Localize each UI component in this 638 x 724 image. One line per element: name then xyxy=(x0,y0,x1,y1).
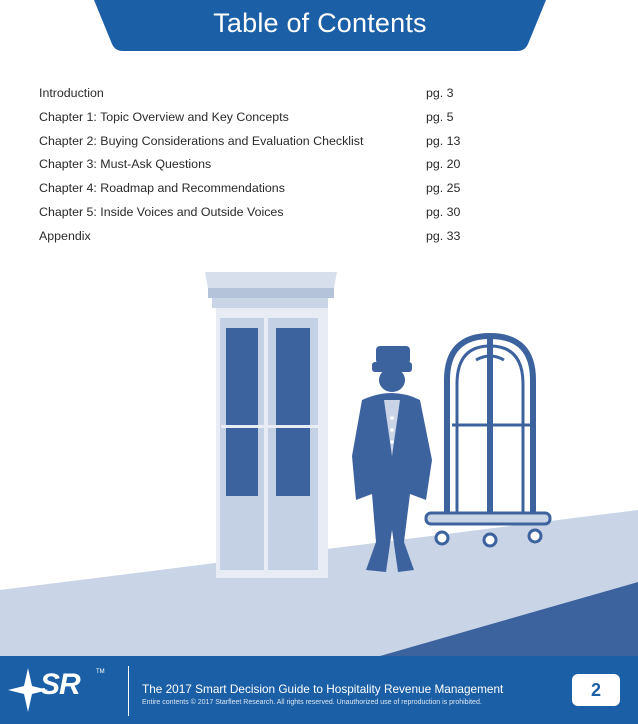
page-number-badge: 2 xyxy=(572,674,620,706)
toc-entry-label: Chapter 2: Buying Considerations and Evaluation Checklist xyxy=(39,133,364,148)
toc-entry[interactable] xyxy=(39,86,479,110)
luggage-cart-illustration xyxy=(426,336,550,546)
footer-guide-title: The 2017 Smart Decision Guide to Hospitality Revenue Management xyxy=(142,682,504,696)
toc-entry-label: Chapter 3: Must-Ask Questions xyxy=(39,157,212,172)
toc-entry-label: Chapter 5: Inside Voices and Outside Voices xyxy=(39,204,284,219)
toc-entry-page: pg. 13 xyxy=(426,133,461,148)
footer xyxy=(0,656,638,724)
toc-entry[interactable] xyxy=(39,205,479,229)
toc-entry-label: Chapter 1: Topic Overview and Key Concepts xyxy=(39,109,289,124)
toc-entry-label: Appendix xyxy=(39,228,91,243)
toc-entry-page: pg. 25 xyxy=(426,181,461,196)
toc-entry[interactable] xyxy=(39,229,479,253)
footer-divider xyxy=(128,666,129,716)
toc-entry[interactable] xyxy=(39,134,479,158)
toc-entry[interactable] xyxy=(39,157,479,181)
table-of-contents xyxy=(39,86,479,253)
toc-entry[interactable] xyxy=(39,181,479,205)
logo-wordmark: SR xyxy=(40,668,80,701)
toc-entry-page: pg. 3 xyxy=(426,86,454,100)
toc-entry-label: Introduction xyxy=(39,86,104,100)
page-title: Table of Contents xyxy=(213,8,427,38)
toc-entry[interactable] xyxy=(39,110,479,134)
toc-entry-page: pg. 30 xyxy=(426,204,461,219)
hotel-illustration xyxy=(0,260,638,656)
toc-entry-page: pg. 5 xyxy=(426,109,454,124)
toc-entry-page: pg. 20 xyxy=(426,157,461,172)
toc-entry-label: Chapter 4: Roadmap and Recommendations xyxy=(39,181,285,196)
logo-trademark: TM xyxy=(96,669,105,675)
hotel-door-illustration xyxy=(205,272,337,578)
footer-copyright: Entire contents © 2017 Starfleet Research. All rights reserved. Unauthorized use of reproduction is prohibited. xyxy=(142,699,482,706)
toc-entry-page: pg. 33 xyxy=(426,228,461,243)
title-banner xyxy=(94,0,546,53)
